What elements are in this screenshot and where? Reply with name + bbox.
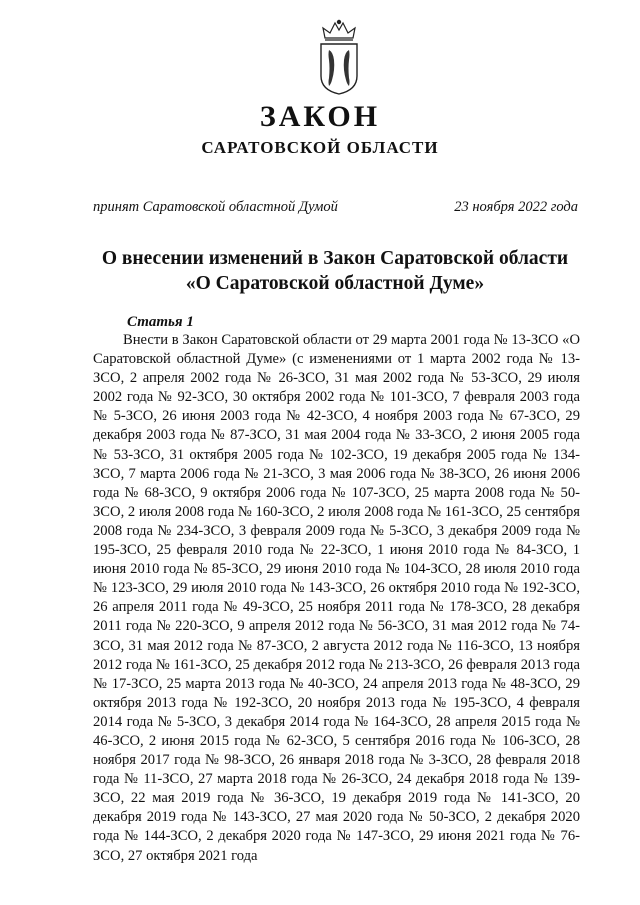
law-title-line-2: «О Саратовской областной Думе» <box>185 273 485 294</box>
law-title <box>80 246 590 296</box>
law-title-line-1: О внесении изменений в Закон Саратовской области <box>101 248 569 269</box>
document-title: ЗАКОН <box>259 100 381 133</box>
adopted-by: принят Саратовской областной Думой <box>93 199 338 215</box>
adoption-line <box>93 199 578 216</box>
adoption-date: 23 ноября 2022 года <box>454 199 578 215</box>
article-body: Внести в Закон Саратовской области от 29 марта 2001 года № 13-ЗСО «О Саратовской областной Думе» (с изменениями от 1 марта 2002 года № 13-ЗСО, 2 апреля 2002 года № 26-ЗСО, 31 мая 2002 года № 53-ЗСО, 29 июля 2002 года № 92-ЗСО, 30 октября 2002 года № 101-ЗСО, 7 февраля 2003 года № 5-ЗСО, 26 июня 2003 года № 42-ЗСО, 4 ноября 2003 года № 67-ЗСО, 29 декабря 2003 года № 87-ЗСО, 31 мая 2004 года № 33-ЗСО, 2 июня 2005 года № 53-ЗСО, 31 октября 2005 года № 102-ЗСО, 19 декабря 2005 года № 134-ЗСО, 7 марта 2006 года № 21-ЗСО, 3 мая 2006 года № 38-ЗСО, 26 июня 2006 года № 68-ЗСО, 9 октября 2006 года № 107-ЗСО, 25 марта 2008 года № 50-ЗСО, 2 июля 2008 года № 160-ЗСО, 2 июля 2008 года № 161-ЗСО, 25 сентября 2008 года № 234-ЗСО, 3 февраля 2009 года № 5-ЗСО, 3 декабря 2009 года № 195-ЗСО, 25 февраля 2010 года № 22-ЗСО, 1 июня 2010 года № 84-ЗСО, 1 июня 2010 года № 85-ЗСО, 29 июня 2010 года № 104-ЗСО, 28 июля 2010 года № 123-ЗСО, 29 июля 2010 года № 143-ЗСО, 26 октября 2010 года № 192-ЗСО, 26 апреля 2011 года № 49-ЗСО, 25 ноября 2011 года № 178-ЗСО, 28 декабря 2011 года № 220-ЗСО, 9 апреля 2012 года № 56-ЗСО, 31 мая 2012 года № 74-ЗСО, 31 мая 2012 года № 87-ЗСО, 2 августа 2012 года № 116-ЗСО, 13 ноября 2012 года № 161-ЗСО, 25 декабря 2012 года № 213-ЗСО, 26 февраля 2013 года № 17-ЗСО, 25 марта 2013 года № 40-ЗСО, 24 апреля 2013 года № 48-ЗСО, 29 октября 2013 года № 192-ЗСО, 20 ноября 2013 года № 195-ЗСО, 4 февраля 2014 года № 5-ЗСО, 3 декабря 2014 года № 164-ЗСО, 28 апреля 2015 года № 46-ЗСО, 2 июня 2015 года № 62-ЗСО, 5 сентября 2016 года № 106-ЗСО, 28 ноября 2017 года № 98-ЗСО, 26 января 2018 года № 3-ЗСО, 28 февраля 2018 года № 11-ЗСО, 27 марта 2018 года № 26-ЗСО, 24 декабря 2018 года № 139-ЗСО, 22 мая 2019 года № 36-ЗСО, 19 декабря 2019 года № 141-ЗСО, 20 декабря 2019 года № 143-ЗСО, 27 мая 2020 года № 50-ЗСО, 2 декабря 2020 года № 144-ЗСО, 2 декабря 2020 года № 147-ЗСО, 29 июня 2021 года № 76-ЗСО, 27 октября 2021 года <box>93 332 580 864</box>
saratov-coat-of-arms-icon <box>317 18 361 96</box>
article-heading: Статья 1 <box>127 314 194 330</box>
document-subtitle: САРАТОВСКОЙ ОБЛАСТИ <box>201 138 439 157</box>
